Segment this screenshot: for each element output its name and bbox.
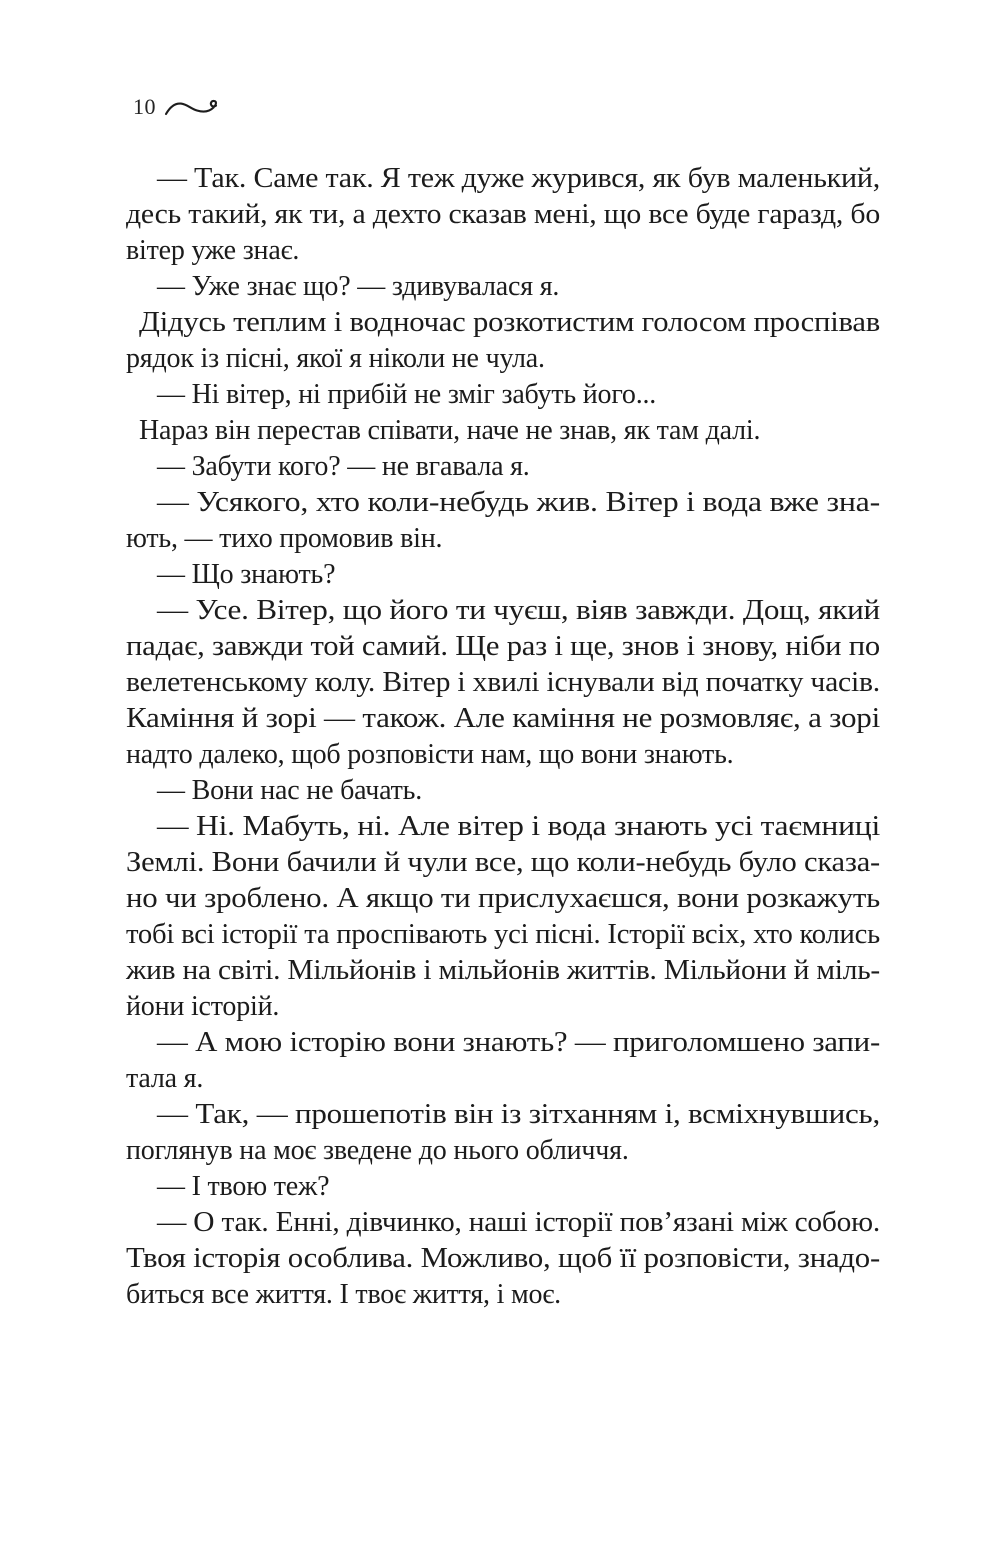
text-line: Дідусь теплим і водночас розкотистим голосом проспівав [139, 307, 880, 338]
text-line: — Усе. Вітер, що його ти чуєш, віяв завжди. Дощ, який [157, 595, 880, 626]
paragraph [126, 485, 880, 557]
text-line: велетенському колу. Вітер і хвилі існували від початку часів. [126, 667, 880, 698]
text-line: йони історій. [126, 991, 280, 1022]
text-line: — Так, — прошепотів він із зітханням і, всміхнувшись, [157, 1099, 880, 1130]
paragraph [126, 1169, 880, 1205]
paragraph [126, 809, 880, 1025]
paragraph [126, 269, 880, 305]
paragraph [126, 305, 880, 377]
paragraph [126, 377, 880, 413]
text-line: Землі. Вони бачили й чули все, що коли-небудь було сказа- [126, 847, 880, 878]
text-line: Твоя історія особлива. Можливо, щоб її розповісти, знадо- [126, 1243, 880, 1274]
paragraph [126, 161, 880, 269]
text-line: — Що знають? [157, 559, 336, 590]
text-line: — Ні. Мабуть, ні. Але вітер і вода знають усі таємниці [157, 811, 880, 842]
text-line: десь такий, як ти, а дехто сказав мені, що все буде гаразд, бо [126, 199, 880, 230]
swash-tilde-icon [164, 98, 224, 118]
text-line: биться все життя. І твоє життя, і моє. [126, 1279, 561, 1310]
paragraph [126, 1205, 880, 1313]
text-line: — Усякого, хто коли-небудь жив. Вітер і вода вже зна- [157, 487, 880, 518]
text-line: тала я. [126, 1063, 204, 1094]
text-line: тобі всі історії та проспівають усі пісні. Історії всіх, хто колись [126, 919, 880, 950]
paragraph [126, 593, 880, 773]
text-line: надто далеко, щоб розповісти нам, що вони знають. [126, 739, 734, 770]
paragraph [126, 557, 880, 593]
text-line: — Ні вітер, ні прибій не зміг забуть його... [157, 379, 657, 410]
text-line: — А мою історію вони знають? — приголомшено запи- [157, 1027, 880, 1058]
text-line: жив на світі. Мільйонів і мільйонів життів. Мільйони й міль- [126, 955, 881, 986]
text-line: поглянув на моє зведене до нього обличчя. [126, 1135, 629, 1166]
text-line: Каміння й зорі — також. Але каміння не розмовляє, а зорі [126, 703, 880, 734]
text-line: но чи зроблено. А якщо ти прислухаєшся, вони розкажуть [126, 883, 880, 914]
paragraph [126, 1097, 880, 1169]
text-line: вітер уже знає. [126, 235, 300, 266]
text-line: ють, — тихо промовив він. [126, 523, 443, 554]
text-line: — Вони нас не бачать. [157, 775, 423, 806]
text-line: — І твою теж? [157, 1171, 330, 1202]
paragraph [126, 449, 880, 485]
text-line: падає, завжди той самий. Ще раз і ще, знов і знову, ніби по [126, 631, 880, 662]
text-line: — Забути кого? — не вгавала я. [157, 451, 530, 482]
text-line: — О так. Енні, дівчинко, наші історії пов’язані між собою. [157, 1207, 880, 1238]
body-text [126, 161, 880, 1313]
paragraph [126, 1025, 880, 1097]
paragraph [126, 773, 880, 809]
text-line: — Так. Саме так. Я теж дуже журився, як був маленький, [157, 163, 880, 194]
text-line: рядок із пісні, якої я ніколи не чула. [126, 343, 545, 374]
text-line: — Уже знає що? — здивувалася я. [157, 271, 560, 302]
page-number: 10 [133, 94, 156, 119]
page-header [133, 96, 224, 118]
text-line: Нараз він перестав співати, наче не знав, як там далі. [139, 415, 761, 446]
paragraph [126, 413, 880, 449]
